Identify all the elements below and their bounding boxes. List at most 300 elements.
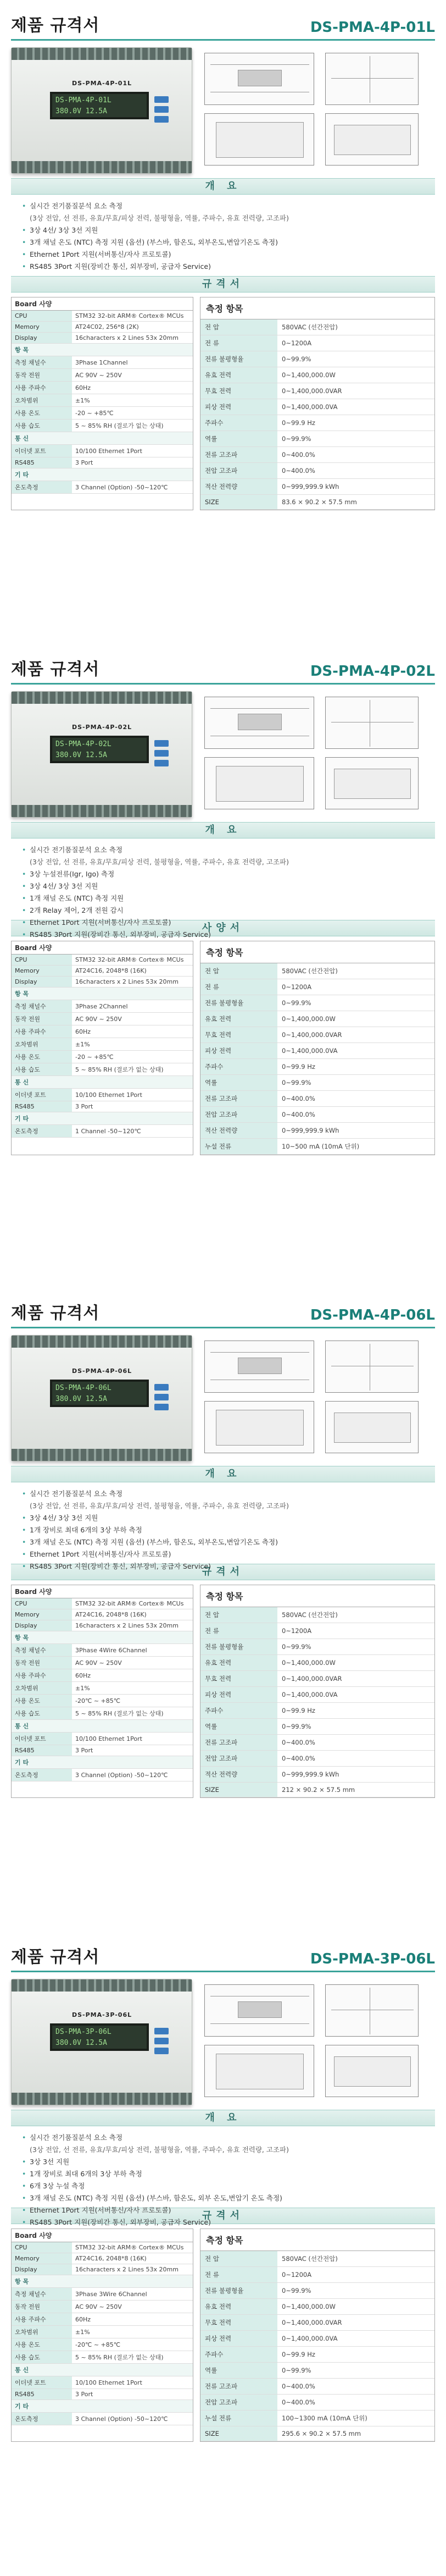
device-label: DS-PMA-4P-02L (72, 724, 132, 731)
overview-item: • RS485 3Port 지원(장비간 통신, 외부장비, 공급자 Service) (22, 929, 424, 941)
board-spec-row (12, 468, 193, 481)
spec-key: 사용 주파수 (12, 2313, 72, 2326)
measurement-key: 전 압 (200, 2251, 277, 2267)
spec-key: Memory (12, 2253, 72, 2264)
spec-value: -20 ~ +85℃ (72, 407, 193, 420)
spec-key: 사용 온도 (12, 1051, 72, 1063)
device-buttons (154, 740, 169, 766)
board-spec-row (12, 1720, 193, 1733)
measurement-row (200, 415, 434, 431)
spec-value: -20℃ ~ +85℃ (72, 2338, 193, 2351)
spec-value: STM32 32-bit ARM® Cortex® MCUs (72, 955, 193, 966)
measurement-value: 0~999,999.9 kWh (277, 1767, 434, 1783)
product-figures (11, 41, 435, 178)
spec-value: ±1% (72, 2326, 193, 2338)
measurement-row (200, 447, 434, 463)
measurement-key: 전 압 (200, 319, 277, 335)
board-spec-row (12, 1598, 193, 1609)
board-spec-row (12, 1631, 193, 1644)
measurement-key: 적산 전력량 (200, 1123, 277, 1139)
spec-tables (11, 936, 435, 1155)
measurement-key: 전 류 (200, 335, 277, 351)
spec-key: 온도측정 (12, 481, 72, 494)
measurement-value: 0~1,400,000.0VAR (277, 1027, 434, 1043)
spec-value (72, 468, 193, 481)
section-header (11, 1288, 435, 1328)
measurement-row (200, 963, 434, 979)
device-photo (11, 47, 192, 174)
measurement-row (200, 2395, 434, 2410)
spec-key: 사용 습도 (12, 2351, 72, 2364)
board-spec-row (12, 1101, 193, 1112)
spec-value: AC 90V ~ 250V (72, 2301, 193, 2313)
spec-key: 측정 채널수 (12, 1000, 72, 1013)
spec-value (72, 988, 193, 1000)
product-figures (11, 685, 435, 822)
spec-key: 동작 전원 (12, 2301, 72, 2313)
lcd-line-1: DS-PMA-4P-01L (55, 96, 112, 104)
spec-key: 오차범위 (12, 394, 72, 407)
overview-heading: 개 요 (11, 1466, 435, 1482)
board-spec-row (12, 1756, 193, 1769)
spec-value (72, 2364, 193, 2376)
mount-view-drawing (325, 757, 419, 809)
board-spec-table (11, 297, 193, 510)
measurement-table (200, 941, 435, 1155)
measurement-row (200, 1123, 434, 1139)
board-spec-row (12, 1620, 193, 1631)
measurement-row (200, 351, 434, 367)
board-spec-row (12, 1000, 193, 1013)
spec-key: 측정 채널수 (12, 2288, 72, 2301)
board-spec-row (12, 1076, 193, 1089)
product-figures (11, 1328, 435, 1466)
measurement-key: 전류 불평형율 (200, 2283, 277, 2299)
spec-value (72, 1720, 193, 1733)
measurement-value: 0~1,400,000.0W (277, 1655, 434, 1671)
lcd-line-1: DS-PMA-3P-06L (55, 2028, 112, 2036)
measurement-key: SIZE (200, 495, 277, 510)
measurement-key: 역률 (200, 1719, 277, 1735)
board-spec-row (12, 432, 193, 445)
measurement-key: 유효 전력 (200, 1011, 277, 1027)
board-spec-row (12, 2376, 193, 2389)
spec-key: 사용 주파수 (12, 1669, 72, 1682)
spec-value: 3Phase 3Wire 6Channel (72, 2288, 193, 2301)
measurement-row (200, 2331, 434, 2347)
spec-value: 3 Port (72, 1101, 193, 1112)
spec-value: 60Hz (72, 2313, 193, 2326)
spec-key: 온도측정 (12, 1125, 72, 1138)
measurement-value: 0~1,400,000.0VAR (277, 383, 434, 399)
spec-key: Memory (12, 1609, 72, 1620)
spec-value: AT24C16, 2048*8 (16K) (72, 2253, 193, 2264)
measurement-table (200, 1585, 435, 1798)
measurement-value: 0~99.9% (277, 995, 434, 1011)
measurement-key: 전 압 (200, 1607, 277, 1623)
measurement-key: 유효 전력 (200, 2299, 277, 2315)
measurement-title: 측정 항목 (200, 1585, 434, 1607)
measurement-key: 전류 고조파 (200, 1091, 277, 1107)
measurement-value: 100~1300 mA (10mA 단위) (277, 2410, 434, 2426)
board-spec-header: Board 사양 (12, 2229, 193, 2242)
spec-value: 10/100 Ethernet 1Port (72, 1089, 193, 1101)
spec-value: 10/100 Ethernet 1Port (72, 2376, 193, 2389)
measurement-key: 무효 전력 (200, 2315, 277, 2331)
model-number: DS-PMA-3P-06L (310, 1951, 435, 1967)
terminal-rail-top (12, 48, 192, 60)
front-view-drawing (204, 113, 314, 166)
measurement-key: 피상 전력 (200, 399, 277, 415)
front-view-drawing (204, 1401, 314, 1453)
measurement-key: 전압 고조파 (200, 463, 277, 479)
measurement-value: 0~99.9% (277, 1639, 434, 1655)
spec-value: 60Hz (72, 1025, 193, 1038)
measurement-row (200, 2315, 434, 2331)
spec-value: STM32 32-bit ARM® Cortex® MCUs (72, 311, 193, 322)
board-spec-row (12, 2389, 193, 2400)
spec-tables (11, 293, 435, 510)
measurement-value: 0~1200A (277, 335, 434, 351)
board-spec-row (12, 977, 193, 988)
overview-item: (3상 전압, 선 전류, 유효/무효/피상 전력, 불평형율, 역률, 주파수, 유효 전력량, 고조파) (30, 858, 289, 866)
measurement-value: 295.6 × 90.2 × 57.5 mm (277, 2426, 434, 2441)
top-view-drawing (204, 1341, 314, 1393)
board-spec-row (12, 1609, 193, 1620)
measurement-row (200, 1703, 434, 1719)
measurement-value: 0~400.0% (277, 2395, 434, 2410)
lcd-line-1: DS-PMA-4P-02L (55, 740, 112, 748)
measurement-value: 0~400.0% (277, 447, 434, 463)
measurement-key: 무효 전력 (200, 1671, 277, 1687)
measurement-title: 측정 항목 (200, 297, 434, 319)
spec-value: AT24C16, 2048*8 (16K) (72, 1609, 193, 1620)
spec-key: 항 목 (12, 2275, 72, 2288)
measurement-key: SIZE (200, 1783, 277, 1797)
board-spec-row (12, 1063, 193, 1076)
board-spec-row (12, 2275, 193, 2288)
side-view-drawing (325, 697, 419, 749)
board-spec-row (12, 2313, 193, 2326)
front-view-drawing (204, 2045, 314, 2097)
board-spec-row (12, 1769, 193, 1781)
spec-value (72, 344, 193, 356)
spec-key: 사용 습도 (12, 1707, 72, 1720)
overview-item: (3상 전압, 선 전류, 유효/무효/피상 전력, 불평형율, 역률, 주파수, 유효 전력량, 고조파) (30, 2145, 289, 2154)
spec-key: 기 타 (12, 1112, 72, 1125)
spec-key: 오차범위 (12, 1682, 72, 1695)
spec-value (72, 1756, 193, 1769)
measurement-value: 0~99.9 Hz (277, 415, 434, 431)
dimension-drawings (199, 1979, 435, 2105)
measurement-row (200, 1139, 434, 1155)
board-spec-row (12, 1695, 193, 1707)
spec-key: 오차범위 (12, 1038, 72, 1051)
spec-key: 사용 온도 (12, 407, 72, 420)
board-spec-row (12, 1025, 193, 1038)
measurement-key: 전압 고조파 (200, 1107, 277, 1123)
measurement-row (200, 2426, 434, 2441)
spec-key: 사용 온도 (12, 1695, 72, 1707)
measurement-value: 0~1200A (277, 2267, 434, 2283)
measurement-key: 전 류 (200, 1623, 277, 1639)
board-spec-row (12, 1089, 193, 1101)
spec-value: -20℃ ~ +85℃ (72, 1695, 193, 1707)
measurement-row (200, 431, 434, 447)
board-spec-row (12, 2400, 193, 2413)
device-buttons (154, 1384, 169, 1410)
section-header (11, 644, 435, 685)
overview-item: • 3상 4선/ 3상 3선 지원 (22, 880, 424, 892)
dimension-drawings (199, 691, 435, 818)
board-spec-row (12, 481, 193, 494)
spec-key: CPU (12, 2242, 72, 2253)
overview-item: • Ethernet 1Port 지원(서버통신/자사 프로토콜) (22, 249, 424, 261)
spec-value: 5 ~ 85% RH (결로가 없는 상태) (72, 2351, 193, 2364)
lcd-line-2: 380.0V 12.5A (55, 751, 107, 759)
measurement-table (200, 2229, 435, 2442)
spec-key: CPU (12, 955, 72, 966)
board-spec-row (12, 2413, 193, 2425)
lcd-line-1: DS-PMA-4P-06L (55, 1384, 112, 1392)
board-spec-row (12, 311, 193, 322)
spec-key: 사용 습도 (12, 1063, 72, 1076)
measurement-row (200, 1043, 434, 1059)
spec-key: 이더넷 포트 (12, 2376, 72, 2389)
measurement-row (200, 2267, 434, 2283)
device-label: DS-PMA-4P-01L (72, 80, 132, 87)
measurement-row (200, 399, 434, 415)
board-spec-row (12, 333, 193, 344)
board-spec-row (12, 2264, 193, 2275)
measurement-value: 0~1,400,000.0VA (277, 1687, 434, 1703)
spec-value (72, 2275, 193, 2288)
board-spec-row (12, 2242, 193, 2253)
board-spec-row (12, 344, 193, 356)
measurement-row (200, 1107, 434, 1123)
spec-key: RS485 (12, 1101, 72, 1112)
measurement-row (200, 995, 434, 1011)
spec-value: 1 Channel -50~120℃ (72, 1125, 193, 1138)
spec-value: AT24C02, 256*8 (2K) (72, 322, 193, 333)
spec-value (72, 1076, 193, 1089)
measurement-value: 0~1,400,000.0VAR (277, 1671, 434, 1687)
board-spec-row (12, 457, 193, 468)
overview-item: (3상 전압, 선 전류, 유효/무효/피상 전력, 불평형율, 역률, 주파수, 유효 전력량, 고조파) (30, 214, 289, 222)
spec-value: 16characters x 2 Lines 53x 20mm (72, 977, 193, 988)
measurement-key: 무효 전력 (200, 383, 277, 399)
spec-key: 온도측정 (12, 1769, 72, 1781)
spec-key: 기 타 (12, 468, 72, 481)
spec-value (72, 2400, 193, 2413)
measurement-row (200, 1767, 434, 1783)
measurement-value: 0~99.9% (277, 351, 434, 367)
board-spec-row (12, 1682, 193, 1695)
measurement-value: 580VAC (선간전압) (277, 1607, 434, 1623)
measurement-value: 0~99.9% (277, 1075, 434, 1091)
measurement-value: 580VAC (선간전압) (277, 2251, 434, 2267)
board-spec-row (12, 382, 193, 394)
model-number: DS-PMA-4P-01L (310, 19, 435, 36)
spec-heading: 사양서 (11, 920, 435, 936)
measurement-value: 0~99.9 Hz (277, 1059, 434, 1075)
spec-key: 항 목 (12, 344, 72, 356)
spec-value (72, 1112, 193, 1125)
spec-value: 10/100 Ethernet 1Port (72, 1733, 193, 1745)
measurement-value: 0~1,400,000.0W (277, 2299, 434, 2315)
measurement-value: 0~99.9 Hz (277, 2347, 434, 2363)
spec-key: CPU (12, 311, 72, 322)
spec-key: 사용 온도 (12, 2338, 72, 2351)
board-spec-row (12, 1669, 193, 1682)
measurement-row (200, 1783, 434, 1797)
spec-key: 이더넷 포트 (12, 1733, 72, 1745)
measurement-row (200, 383, 434, 399)
lcd-line-2: 380.0V 12.5A (55, 2039, 107, 2047)
spec-key: 사용 주파수 (12, 1025, 72, 1038)
measurement-key: 역률 (200, 431, 277, 447)
measurement-row (200, 463, 434, 479)
measurement-value: 0~1,400,000.0VAR (277, 2315, 434, 2331)
overview-item: • 실시간 전기품질분석 요소 측정 (22, 844, 424, 856)
spec-key: 항 목 (12, 988, 72, 1000)
measurement-value: 0~99.9% (277, 1719, 434, 1735)
top-view-drawing (204, 697, 314, 749)
measurement-row (200, 1687, 434, 1703)
measurement-value: 0~1,400,000.0VA (277, 2331, 434, 2347)
measurement-key: 전류 고조파 (200, 2379, 277, 2395)
board-spec-row (12, 1013, 193, 1025)
measurement-row (200, 2379, 434, 2395)
spec-key: 통 신 (12, 432, 72, 445)
dimension-drawings (199, 47, 435, 174)
measurement-value: 0~1200A (277, 979, 434, 995)
measurement-row (200, 1059, 434, 1075)
measurement-row (200, 2363, 434, 2379)
overview-list (11, 1482, 435, 1570)
measurement-key: 전류 불평형율 (200, 995, 277, 1011)
spec-key: Display (12, 977, 72, 988)
device-lcd (50, 2023, 149, 2051)
spec-value: 5 ~ 85% RH (결로가 없는 상태) (72, 1707, 193, 1720)
side-view-drawing (325, 53, 419, 105)
spec-key: Memory (12, 322, 72, 333)
spec-value (72, 1631, 193, 1644)
spec-tables (11, 1580, 435, 1798)
measurement-row (200, 1639, 434, 1655)
spec-value: 60Hz (72, 1669, 193, 1682)
measurement-row (200, 367, 434, 383)
mount-view-drawing (325, 2045, 419, 2097)
measurement-key: 전압 고조파 (200, 2395, 277, 2410)
terminal-rail-top (12, 1336, 192, 1348)
product-spec-section (0, 0, 446, 644)
measurement-row (200, 335, 434, 351)
board-spec-row (12, 988, 193, 1000)
spec-key: 사용 주파수 (12, 382, 72, 394)
spec-key: 온도측정 (12, 2413, 72, 2425)
measurement-row (200, 2410, 434, 2426)
spec-value: 3 Port (72, 1745, 193, 1756)
measurement-row (200, 1607, 434, 1623)
spec-key: 동작 전원 (12, 1657, 72, 1669)
measurement-value: 0~400.0% (277, 1091, 434, 1107)
spec-key: Display (12, 2264, 72, 2275)
measurement-table (200, 297, 435, 510)
device-lcd (50, 92, 149, 119)
board-spec-row (12, 420, 193, 432)
measurement-row (200, 1075, 434, 1091)
measurement-row (200, 495, 434, 510)
measurement-key: 전 압 (200, 963, 277, 979)
spec-key: 동작 전원 (12, 1013, 72, 1025)
overview-item: • Ethernet 1Port 지원(서버통신/자사 프로토콜) (22, 1548, 424, 1560)
board-spec-row (12, 2288, 193, 2301)
spec-value: 16characters x 2 Lines 53x 20mm (72, 2264, 193, 2275)
side-view-drawing (325, 1341, 419, 1393)
spec-heading: 규격서 (11, 2208, 435, 2224)
measurement-key: 주파수 (200, 1059, 277, 1075)
measurement-key: 피상 전력 (200, 2331, 277, 2347)
spec-key: 기 타 (12, 1756, 72, 1769)
measurement-key: 전 류 (200, 2267, 277, 2283)
spec-value: 16characters x 2 Lines 53x 20mm (72, 1620, 193, 1631)
spec-key: CPU (12, 1598, 72, 1609)
measurement-value: 0~1,400,000.0W (277, 1011, 434, 1027)
board-spec-row (12, 2253, 193, 2264)
terminal-rail-bottom (12, 161, 192, 173)
spec-value: AC 90V ~ 250V (72, 1657, 193, 1669)
measurement-value: 0~99.9 Hz (277, 1703, 434, 1719)
overview-item: • Ethernet 1Port 지원(서버통신/자사 프로토콜) (22, 917, 424, 929)
spec-key: Display (12, 333, 72, 344)
overview-item: • 1개 채널 온도 (NTC) 측정 지원 (22, 892, 424, 904)
measurement-key: 주파수 (200, 415, 277, 431)
overview-item: • 3개 채널 온도 (NTC) 측정 지원 (옵션) (부스바, 함온도, 외부 온도,변압기 온도 측정) (22, 2192, 424, 2204)
spec-value: 3 Port (72, 2389, 193, 2400)
terminal-rail-bottom (12, 1449, 192, 1461)
measurement-value: 0~400.0% (277, 1751, 434, 1767)
spec-value: AT24C16, 2048*8 (16K) (72, 966, 193, 977)
measurement-key: 전류 불평형율 (200, 351, 277, 367)
measurement-value: 0~99.9% (277, 2283, 434, 2299)
overview-item: • 3상 4선/ 3상 3선 지원 (22, 1512, 424, 1524)
measurement-row (200, 1027, 434, 1043)
lcd-line-2: 380.0V 12.5A (55, 107, 107, 115)
device-label: DS-PMA-4P-06L (72, 1367, 132, 1375)
measurement-key: 누설 전류 (200, 1139, 277, 1155)
measurement-key: 적산 전력량 (200, 1767, 277, 1783)
spec-value: 5 ~ 85% RH (결로가 없는 상태) (72, 420, 193, 432)
board-spec-row (12, 1707, 193, 1720)
spec-key: RS485 (12, 2389, 72, 2400)
spec-value: 3 Port (72, 457, 193, 468)
spec-value: 3Phase 1Channel (72, 356, 193, 369)
spec-key: 사용 습도 (12, 420, 72, 432)
overview-item: • 3상 누설전류(Igr, Igo) 측정 (22, 868, 424, 880)
spec-value: ±1% (72, 1038, 193, 1051)
spec-key: 측정 채널수 (12, 356, 72, 369)
section-header (11, 1932, 435, 1972)
measurement-key: 적산 전력량 (200, 479, 277, 495)
spec-value: 10/100 Ethernet 1Port (72, 445, 193, 457)
measurement-value: 0~1,400,000.0VA (277, 1043, 434, 1059)
section-title: 제품 규격서 (11, 1304, 100, 1323)
spec-value: 16characters x 2 Lines 53x 20mm (72, 333, 193, 344)
measurement-value: 580VAC (선간전압) (277, 963, 434, 979)
device-photo (11, 691, 192, 818)
side-view-drawing (325, 1984, 419, 2037)
